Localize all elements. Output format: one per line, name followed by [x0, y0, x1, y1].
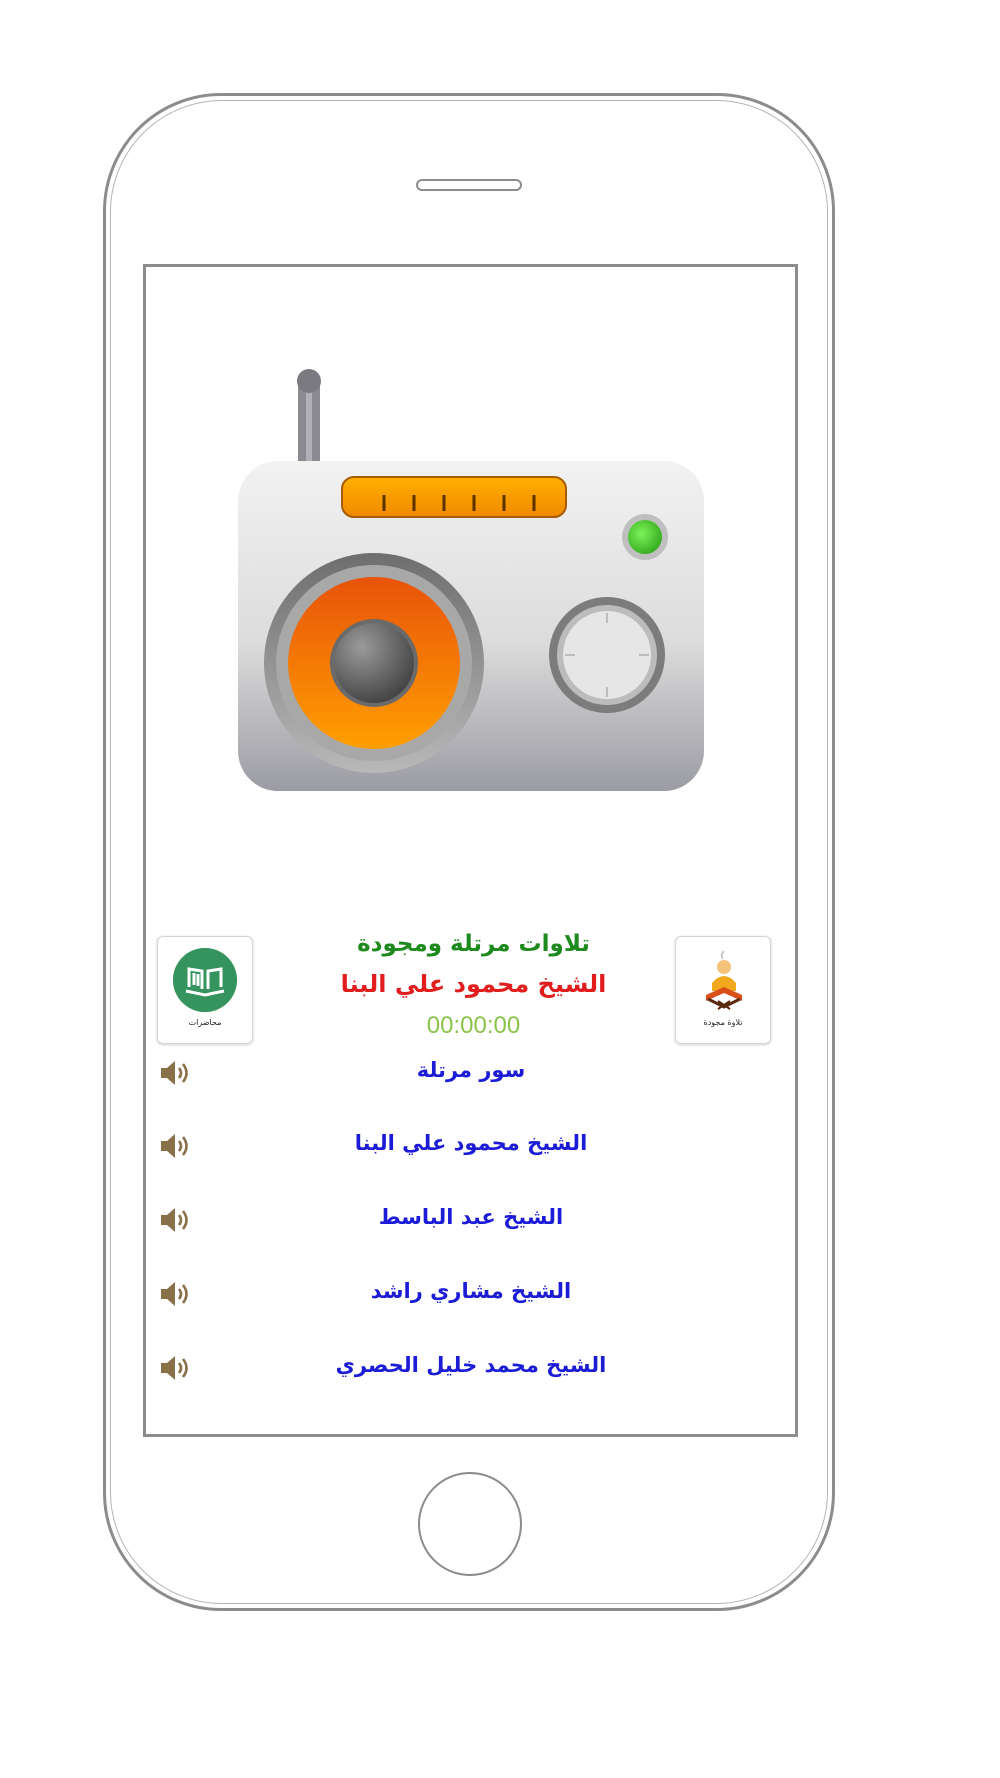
- app-screen: [143, 264, 798, 1437]
- list-item[interactable]: [146, 1197, 795, 1243]
- speaker-icon: [159, 1058, 193, 1088]
- list-item[interactable]: [146, 1271, 795, 1317]
- lectures-button[interactable]: [157, 936, 253, 1044]
- speaker-icon: [159, 1353, 193, 1383]
- collection-title: تلاوات مرتلة ومجودة: [357, 931, 590, 957]
- speaker-icon: [159, 1131, 193, 1161]
- speaker-icon: [159, 1279, 193, 1309]
- list-item[interactable]: [146, 1345, 795, 1391]
- earpiece-slot: [416, 179, 522, 191]
- current-reciter-name: الشيخ محمود علي البنا: [340, 970, 607, 998]
- list-item[interactable]: [146, 1123, 795, 1169]
- lectures-label: محاضرات: [188, 1018, 222, 1027]
- speaker-icon: [159, 1205, 193, 1235]
- home-button[interactable]: [418, 1472, 522, 1576]
- quran-reader-icon: [698, 947, 750, 1013]
- books-icon: [172, 947, 238, 1013]
- list-item-label: الشيخ عبد الباسط: [378, 1205, 564, 1229]
- tajweed-label: تلاوة مجودة: [703, 1018, 743, 1027]
- list-item-label: الشيخ مشاري راشد: [370, 1279, 572, 1303]
- list-item-label: الشيخ محمد خليل الحصري: [335, 1353, 607, 1377]
- radio-illustration: [234, 359, 709, 794]
- list-item-label: سور مرتلة: [416, 1058, 526, 1082]
- playback-timer: 00:00:00: [426, 1012, 521, 1039]
- list-item[interactable]: [146, 1050, 795, 1096]
- tajweed-button[interactable]: [675, 936, 771, 1044]
- list-item-label: الشيخ محمود علي البنا: [354, 1131, 588, 1155]
